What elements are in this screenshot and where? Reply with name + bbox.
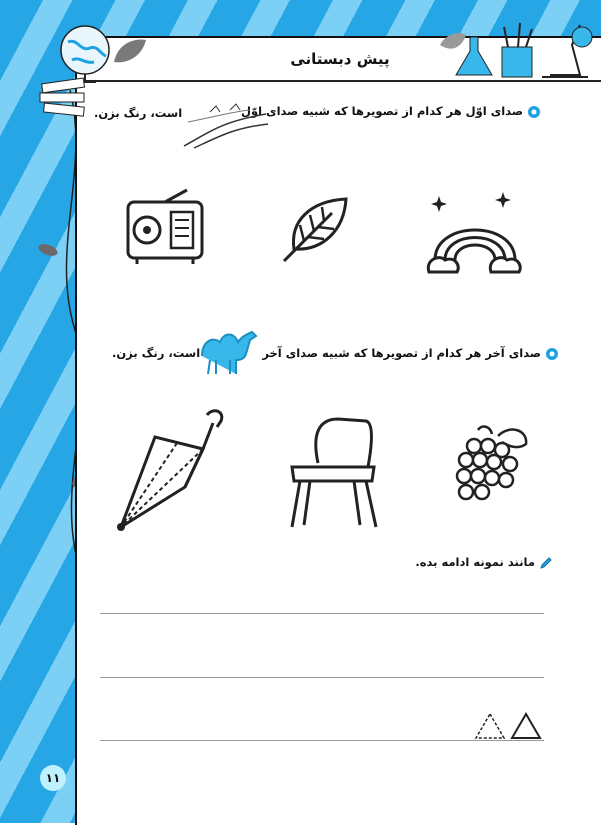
exercise1-instruction-end [94, 106, 182, 120]
triangle-dashed-icon[interactable] [474, 712, 506, 740]
radio-icon[interactable] [125, 188, 205, 266]
rainbow-icon[interactable] [425, 190, 525, 275]
books-icon [38, 75, 90, 120]
exercise3-text: مانند نمونه ادامه بده. [415, 555, 535, 569]
exercise2-text-pre: صدای آخر هر کدام از تصویرها که شبیه صدای آخر [262, 346, 541, 360]
science-lab-icon [430, 15, 600, 85]
leaf-icon[interactable] [280, 195, 350, 265]
road-icon [180, 102, 270, 150]
page-title: پیش دبستانی [290, 50, 390, 68]
page-number: ۱۱ [40, 765, 66, 791]
leaf-decoration-top [112, 36, 148, 66]
pencil-icon [539, 556, 553, 570]
exercise3-instruction [415, 555, 553, 570]
flower-bullet-icon [527, 105, 541, 119]
exercise2-instruction [262, 346, 559, 361]
grapes-icon[interactable] [452, 420, 532, 505]
chair-icon[interactable] [288, 415, 380, 530]
writing-line-3[interactable] [100, 740, 544, 741]
exercise2-text-post: است، رنگ بزن. [112, 346, 201, 360]
exercise1-instruction [241, 104, 541, 119]
triangle-solid-icon [510, 712, 542, 740]
writing-line-2[interactable] [100, 677, 544, 678]
writing-line-1[interactable] [100, 613, 544, 614]
exercise1-text-post: است، رنگ بزن. [94, 106, 183, 120]
umbrella-icon[interactable] [115, 405, 230, 535]
exercise2-instruction-end [112, 346, 200, 360]
camel-icon [196, 326, 258, 376]
flower-bullet-icon [545, 347, 559, 361]
exercise1-text-pre: صدای اوّل هر کدام از تصویرها که شبیه صدای اوّل [240, 104, 523, 118]
